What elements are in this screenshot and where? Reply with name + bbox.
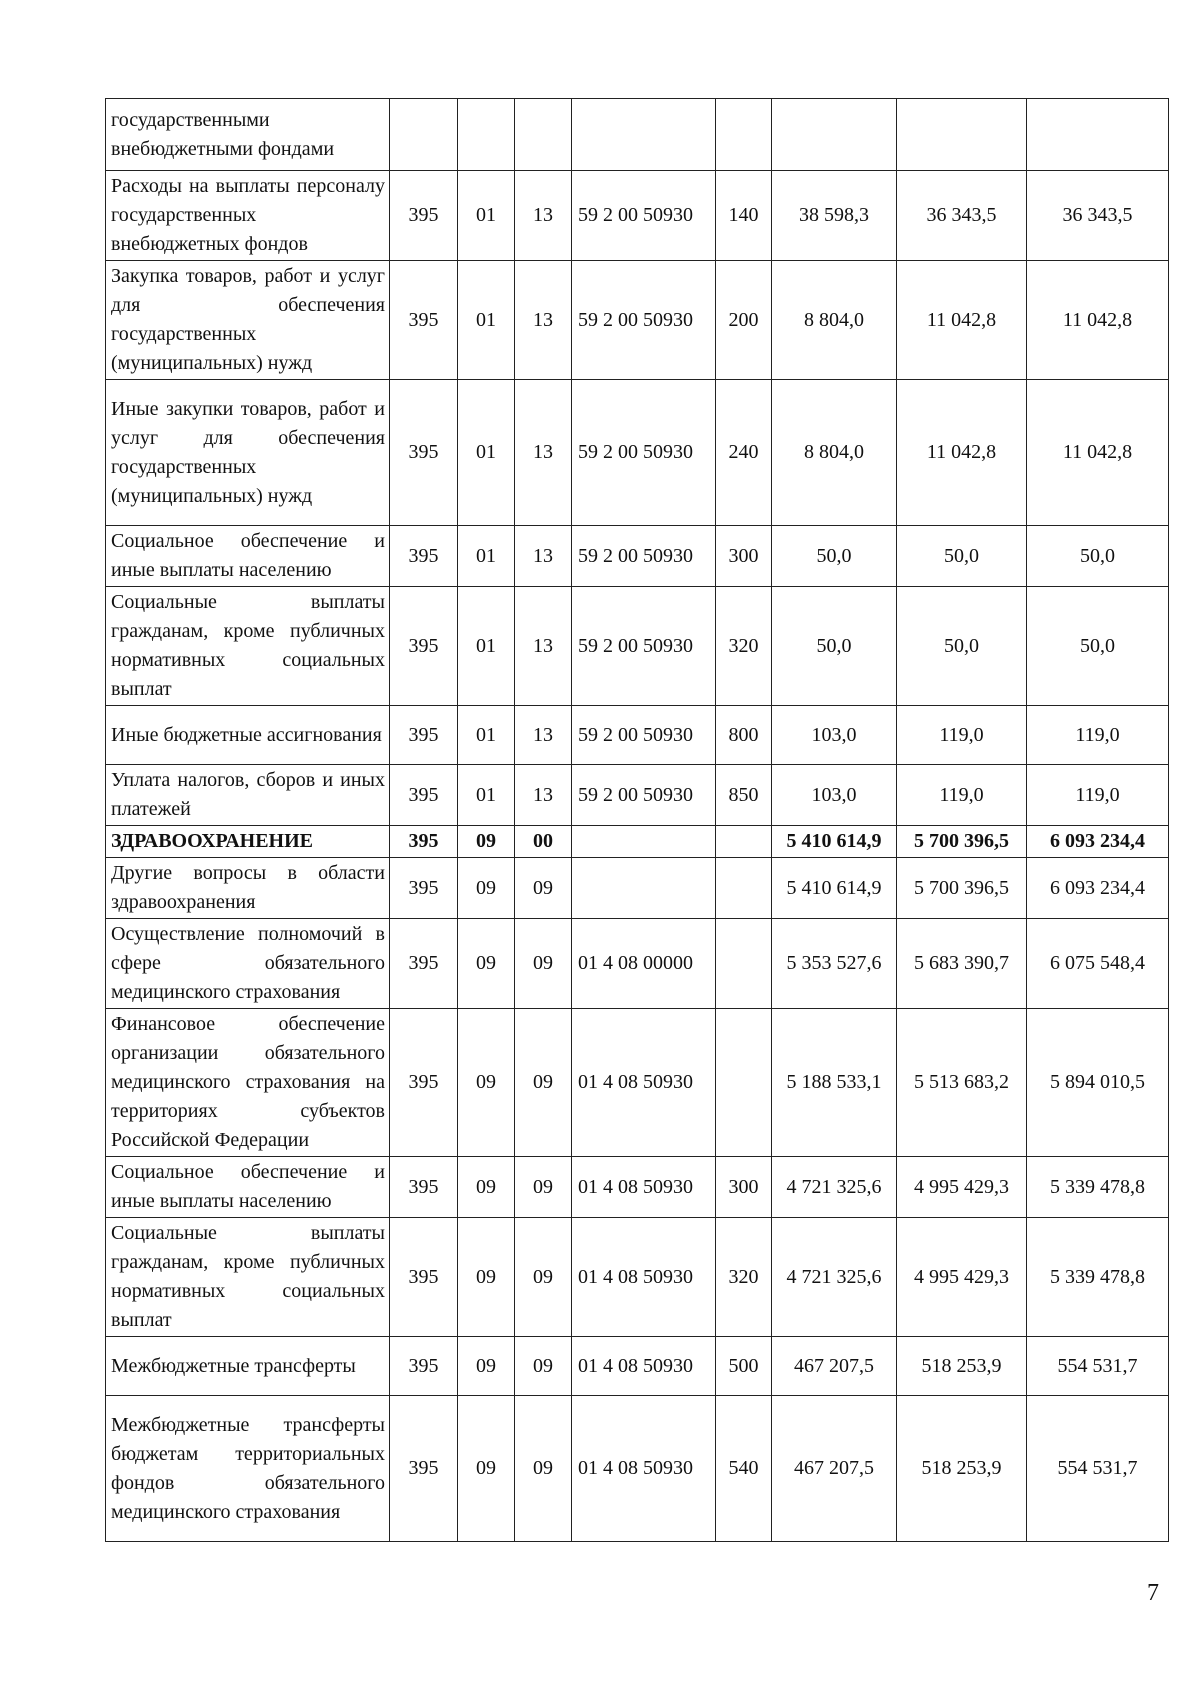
expense-type-code: 300 [716, 526, 772, 587]
section-code [458, 99, 515, 171]
section-code: 09 [458, 919, 515, 1009]
expense-type-code [716, 919, 772, 1009]
ministry-code: 395 [390, 1009, 458, 1157]
amount-year-3: 11 042,8 [1027, 380, 1169, 526]
target-article-code: 59 2 00 50930 [572, 706, 716, 765]
section-code: 09 [458, 858, 515, 919]
section-code: 09 [458, 826, 515, 858]
target-article-code: 59 2 00 50930 [572, 765, 716, 826]
amount-year-2 [897, 99, 1027, 171]
amount-year-2: 5 683 390,7 [897, 919, 1027, 1009]
table-body [106, 99, 1169, 1542]
table-row [106, 1009, 1169, 1157]
subsection-code: 00 [515, 826, 572, 858]
expense-type-code: 540 [716, 1396, 772, 1542]
expense-type-code [716, 99, 772, 171]
target-article-code: 01 4 08 00000 [572, 919, 716, 1009]
row-name: Социальные выплаты гражданам, кроме публичных нормативных социальных выплат [106, 1218, 390, 1337]
target-article-code: 59 2 00 50930 [572, 587, 716, 706]
amount-year-3: 119,0 [1027, 706, 1169, 765]
ministry-code: 395 [390, 526, 458, 587]
target-article-code: 59 2 00 50930 [572, 261, 716, 380]
amount-year-1: 5 410 614,9 [772, 858, 897, 919]
amount-year-3: 6 093 234,4 [1027, 826, 1169, 858]
amount-year-3: 11 042,8 [1027, 261, 1169, 380]
subsection-code: 13 [515, 380, 572, 526]
amount-year-1: 50,0 [772, 587, 897, 706]
target-article-code: 59 2 00 50930 [572, 171, 716, 261]
amount-year-2: 4 995 429,3 [897, 1218, 1027, 1337]
section-code: 01 [458, 587, 515, 706]
expense-type-code: 320 [716, 1218, 772, 1337]
amount-year-1: 4 721 325,6 [772, 1218, 897, 1337]
target-article-code [572, 858, 716, 919]
target-article-code: 01 4 08 50930 [572, 1396, 716, 1542]
row-name: Осуществление полномочий в сфере обязательного медицинского страхования [106, 919, 390, 1009]
amount-year-2: 5 700 396,5 [897, 858, 1027, 919]
section-code: 09 [458, 1157, 515, 1218]
row-name: Межбюджетные трансферты бюджетам территориальных фондов обязательного медицинского страхования [106, 1396, 390, 1542]
amount-year-2: 518 253,9 [897, 1337, 1027, 1396]
table-row [106, 587, 1169, 706]
budget-table [105, 98, 1169, 1542]
row-name: Иные закупки товаров, работ и услуг для обеспечения государственных (муниципальных) нужд [106, 380, 390, 526]
amount-year-1: 5 410 614,9 [772, 826, 897, 858]
row-name: Уплата налогов, сборов и иных платежей [106, 765, 390, 826]
amount-year-3: 6 075 548,4 [1027, 919, 1169, 1009]
row-name: Социальные выплаты гражданам, кроме публичных нормативных социальных выплат [106, 587, 390, 706]
amount-year-1: 103,0 [772, 765, 897, 826]
row-name: Финансовое обеспечение организации обязательного медицинского страхования на территориях субъектов Российской Федерации [106, 1009, 390, 1157]
section-code: 09 [458, 1337, 515, 1396]
row-name: Закупка товаров, работ и услуг для обеспечения государственных (муниципальных) нужд [106, 261, 390, 380]
table-row [106, 1218, 1169, 1337]
amount-year-3: 5 894 010,5 [1027, 1009, 1169, 1157]
amount-year-1 [772, 99, 897, 171]
target-article-code: 01 4 08 50930 [572, 1009, 716, 1157]
subsection-code [515, 99, 572, 171]
table-row [106, 765, 1169, 826]
ministry-code: 395 [390, 380, 458, 526]
expense-type-code: 850 [716, 765, 772, 826]
row-name: Межбюджетные трансферты [106, 1337, 390, 1396]
ministry-code [390, 99, 458, 171]
row-name: государственными внебюджетными фондами [106, 99, 390, 171]
amount-year-1: 467 207,5 [772, 1337, 897, 1396]
amount-year-3: 119,0 [1027, 765, 1169, 826]
row-name: ЗДРАВООХРАНЕНИЕ [106, 826, 390, 858]
amount-year-2: 5 513 683,2 [897, 1009, 1027, 1157]
amount-year-1: 5 353 527,6 [772, 919, 897, 1009]
subsection-code: 09 [515, 858, 572, 919]
ministry-code: 395 [390, 706, 458, 765]
subsection-code: 09 [515, 1218, 572, 1337]
table-row [106, 380, 1169, 526]
amount-year-3: 5 339 478,8 [1027, 1157, 1169, 1218]
row-name: Социальное обеспечение и иные выплаты населению [106, 1157, 390, 1218]
amount-year-2: 119,0 [897, 706, 1027, 765]
amount-year-2: 4 995 429,3 [897, 1157, 1027, 1218]
subsection-code: 13 [515, 171, 572, 261]
row-name: Другие вопросы в области здравоохранения [106, 858, 390, 919]
expense-type-code: 320 [716, 587, 772, 706]
table-row [106, 1396, 1169, 1542]
target-article-code: 59 2 00 50930 [572, 380, 716, 526]
amount-year-2: 50,0 [897, 587, 1027, 706]
amount-year-2: 518 253,9 [897, 1396, 1027, 1542]
table-row [106, 261, 1169, 380]
subsection-code: 13 [515, 526, 572, 587]
table-row [106, 526, 1169, 587]
section-code: 01 [458, 261, 515, 380]
section-code: 01 [458, 171, 515, 261]
subsection-code: 09 [515, 1337, 572, 1396]
target-article-code: 59 2 00 50930 [572, 526, 716, 587]
expense-type-code: 240 [716, 380, 772, 526]
subsection-code: 09 [515, 1009, 572, 1157]
row-name: Социальное обеспечение и иные выплаты населению [106, 526, 390, 587]
expense-type-code: 500 [716, 1337, 772, 1396]
amount-year-2: 50,0 [897, 526, 1027, 587]
expense-type-code [716, 826, 772, 858]
ministry-code: 395 [390, 858, 458, 919]
section-code: 01 [458, 706, 515, 765]
target-article-code: 01 4 08 50930 [572, 1157, 716, 1218]
table-row [106, 171, 1169, 261]
amount-year-2: 11 042,8 [897, 261, 1027, 380]
expense-type-code: 140 [716, 171, 772, 261]
amount-year-3: 50,0 [1027, 587, 1169, 706]
section-code: 09 [458, 1218, 515, 1337]
expense-type-code [716, 858, 772, 919]
amount-year-1: 8 804,0 [772, 380, 897, 526]
table-row [106, 919, 1169, 1009]
subsection-code: 13 [515, 587, 572, 706]
ministry-code: 395 [390, 1396, 458, 1542]
ministry-code: 395 [390, 765, 458, 826]
amount-year-3: 554 531,7 [1027, 1396, 1169, 1542]
amount-year-2: 11 042,8 [897, 380, 1027, 526]
section-code: 01 [458, 526, 515, 587]
expense-type-code: 200 [716, 261, 772, 380]
table-row [106, 1157, 1169, 1218]
expense-type-code: 300 [716, 1157, 772, 1218]
row-name: Иные бюджетные ассигнования [106, 706, 390, 765]
table-row [106, 706, 1169, 765]
amount-year-3: 6 093 234,4 [1027, 858, 1169, 919]
ministry-code: 395 [390, 171, 458, 261]
subsection-code: 09 [515, 1157, 572, 1218]
amount-year-1: 38 598,3 [772, 171, 897, 261]
table-row [106, 99, 1169, 171]
ministry-code: 395 [390, 1337, 458, 1396]
amount-year-2: 119,0 [897, 765, 1027, 826]
table-row [106, 858, 1169, 919]
target-article-code: 01 4 08 50930 [572, 1337, 716, 1396]
amount-year-1: 5 188 533,1 [772, 1009, 897, 1157]
ministry-code: 395 [390, 261, 458, 380]
ministry-code: 395 [390, 919, 458, 1009]
amount-year-3: 554 531,7 [1027, 1337, 1169, 1396]
target-article-code [572, 99, 716, 171]
amount-year-2: 5 700 396,5 [897, 826, 1027, 858]
amount-year-1: 103,0 [772, 706, 897, 765]
expense-type-code: 800 [716, 706, 772, 765]
amount-year-3 [1027, 99, 1169, 171]
amount-year-3: 50,0 [1027, 526, 1169, 587]
section-code: 09 [458, 1396, 515, 1542]
target-article-code: 01 4 08 50930 [572, 1218, 716, 1337]
page-number: 7 [1147, 1580, 1159, 1606]
subsection-code: 09 [515, 1396, 572, 1542]
section-code: 01 [458, 765, 515, 826]
amount-year-1: 4 721 325,6 [772, 1157, 897, 1218]
section-code: 09 [458, 1009, 515, 1157]
subsection-code: 13 [515, 261, 572, 380]
amount-year-1: 50,0 [772, 526, 897, 587]
ministry-code: 395 [390, 1218, 458, 1337]
expense-type-code [716, 1009, 772, 1157]
amount-year-1: 467 207,5 [772, 1396, 897, 1542]
subsection-code: 13 [515, 706, 572, 765]
table-row [106, 826, 1169, 858]
ministry-code: 395 [390, 1157, 458, 1218]
ministry-code: 395 [390, 826, 458, 858]
ministry-code: 395 [390, 587, 458, 706]
amount-year-1: 8 804,0 [772, 261, 897, 380]
section-code: 01 [458, 380, 515, 526]
amount-year-3: 5 339 478,8 [1027, 1218, 1169, 1337]
subsection-code: 09 [515, 919, 572, 1009]
amount-year-3: 36 343,5 [1027, 171, 1169, 261]
target-article-code [572, 826, 716, 858]
amount-year-2: 36 343,5 [897, 171, 1027, 261]
row-name: Расходы на выплаты персоналу государственных внебюджетных фондов [106, 171, 390, 261]
table-row [106, 1337, 1169, 1396]
subsection-code: 13 [515, 765, 572, 826]
